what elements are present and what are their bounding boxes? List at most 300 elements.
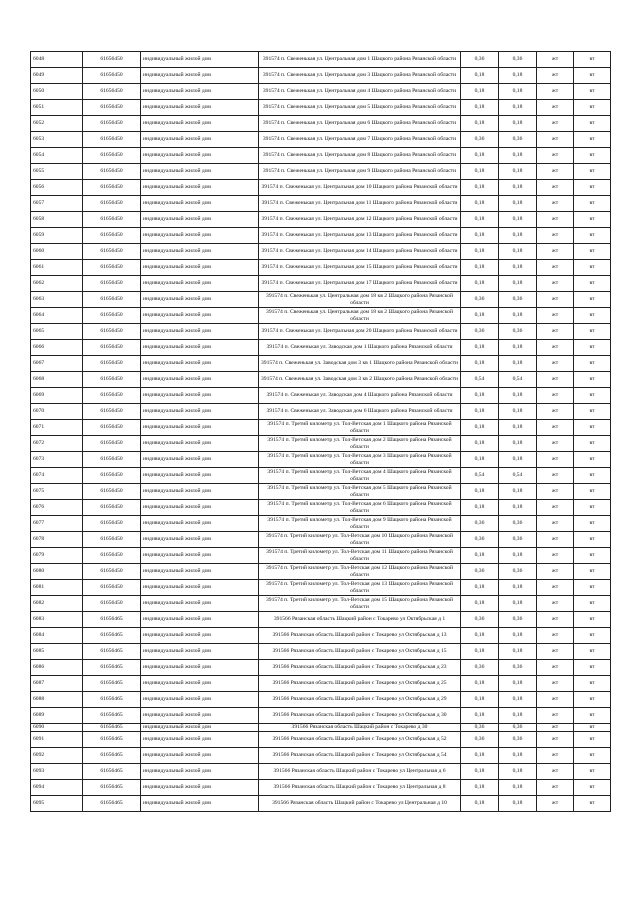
cell-code-1: жт xyxy=(537,196,574,212)
cell-code-2: вт xyxy=(574,52,611,68)
cell-number: 6048 xyxy=(31,52,83,68)
cell-number: 6064 xyxy=(31,308,83,324)
cell-code: 61656450 xyxy=(83,324,141,340)
cell-object-type: индивидуальный жилой дом xyxy=(141,372,259,388)
cell-value-1: 0,18 xyxy=(461,436,499,452)
cell-code-1: жт xyxy=(537,132,574,148)
table-row xyxy=(31,660,611,676)
cell-code: 61656450 xyxy=(83,340,141,356)
cell-object-type: индивидуальный жилой дом xyxy=(141,764,259,780)
cell-code: 61656450 xyxy=(83,388,141,404)
cell-value-1: 0,36 xyxy=(461,732,499,748)
cell-value-1: 0,36 xyxy=(461,132,499,148)
cell-number: 6056 xyxy=(31,180,83,196)
cell-address: 391574 п. Третий километр ул. Тол-Ветская дом 10 Шацкого района Рязанской области xyxy=(259,532,461,548)
cell-number: 6082 xyxy=(31,596,83,612)
cell-address: 391574 п. Третий километр ул. Тол-Ветская дом 13 Шацкого района Рязанской области xyxy=(259,580,461,596)
cell-code-1: жт xyxy=(537,724,574,732)
cell-code: 61656450 xyxy=(83,356,141,372)
cell-value-2: 0,18 xyxy=(499,644,537,660)
cell-object-type: индивидуальный жилой дом xyxy=(141,292,259,308)
cell-code-2: вт xyxy=(574,748,611,764)
cell-number: 6084 xyxy=(31,628,83,644)
table-row xyxy=(31,548,611,564)
cell-object-type: индивидуальный жилой дом xyxy=(141,52,259,68)
cell-value-2: 0,54 xyxy=(499,468,537,484)
cell-address: 391574 п. Третий километр ул. Тол-Ветская дом 4 Шацкого района Рязанской области xyxy=(259,468,461,484)
cell-value-2: 0,18 xyxy=(499,196,537,212)
cell-code-1: жт xyxy=(537,228,574,244)
cell-object-type: индивидуальный жилой дом xyxy=(141,644,259,660)
cell-code: 61656450 xyxy=(83,100,141,116)
table-row xyxy=(31,468,611,484)
table-row xyxy=(31,708,611,724)
cell-code-1: жт xyxy=(537,180,574,196)
cell-value-1: 0,18 xyxy=(461,748,499,764)
cell-object-type: индивидуальный жилой дом xyxy=(141,196,259,212)
cell-address: 391574 п. Свеженькая ул. Центральная дом 12 Шацкого района Рязанской области xyxy=(259,212,461,228)
table-row xyxy=(31,692,611,708)
cell-object-type: индивидуальный жилой дом xyxy=(141,660,259,676)
cell-value-1: 0,36 xyxy=(461,564,499,580)
table-row xyxy=(31,356,611,372)
cell-value-2: 0,18 xyxy=(499,164,537,180)
cell-object-type: индивидуальный жилой дом xyxy=(141,796,259,812)
cell-address: 391574 п. Свеженькая ул. Центральная дом 8 Шацкого района Рязанской области xyxy=(259,148,461,164)
cell-address: 391574 п. Свеженькая ул. Заводская дом 6 Шацкого района Рязанской области xyxy=(259,404,461,420)
cell-code: 61656465 xyxy=(83,748,141,764)
cell-value-1: 0,18 xyxy=(461,196,499,212)
cell-value-2: 0,54 xyxy=(499,372,537,388)
cell-code-1: жт xyxy=(537,436,574,452)
cell-number: 6095 xyxy=(31,796,83,812)
cell-object-type: индивидуальный жилой дом xyxy=(141,780,259,796)
cell-code-2: вт xyxy=(574,732,611,748)
cell-code: 61656450 xyxy=(83,196,141,212)
cell-object-type: индивидуальный жилой дом xyxy=(141,596,259,612)
cell-code-2: вт xyxy=(574,564,611,580)
cell-value-2: 0,18 xyxy=(499,420,537,436)
cell-value-2: 0,36 xyxy=(499,532,537,548)
table-row xyxy=(31,628,611,644)
cell-code-1: жт xyxy=(537,708,574,724)
table-row xyxy=(31,388,611,404)
cell-code-2: вт xyxy=(574,228,611,244)
cell-value-2: 0,18 xyxy=(499,180,537,196)
cell-code-1: жт xyxy=(537,660,574,676)
cell-code-1: жт xyxy=(537,500,574,516)
table-row xyxy=(31,564,611,580)
cell-object-type: индивидуальный жилой дом xyxy=(141,276,259,292)
cell-object-type: индивидуальный жилой дом xyxy=(141,724,259,732)
cell-address: 391574 п. Свеженькая ул. Центральная дом 7 Шацкого района Рязанской области xyxy=(259,132,461,148)
table-row xyxy=(31,68,611,84)
cell-object-type: индивидуальный жилой дом xyxy=(141,748,259,764)
cell-code-2: вт xyxy=(574,68,611,84)
cell-value-1: 0,18 xyxy=(461,212,499,228)
cell-number: 6083 xyxy=(31,612,83,628)
cell-code: 61656450 xyxy=(83,116,141,132)
cell-code-1: жт xyxy=(537,212,574,228)
cell-value-1: 0,18 xyxy=(461,692,499,708)
cell-code-1: жт xyxy=(537,404,574,420)
cell-number: 6057 xyxy=(31,196,83,212)
cell-address: 391574 п. Свеженькая ул. Центральная дом 5 Шацкого района Рязанской области xyxy=(259,100,461,116)
cell-value-2: 0,18 xyxy=(499,452,537,468)
cell-value-2: 0,36 xyxy=(499,132,537,148)
cell-code-1: жт xyxy=(537,564,574,580)
cell-code-2: вт xyxy=(574,780,611,796)
table-row xyxy=(31,404,611,420)
cell-value-2: 0,36 xyxy=(499,612,537,628)
cell-number: 6072 xyxy=(31,436,83,452)
cell-code-1: жт xyxy=(537,452,574,468)
cell-number: 6085 xyxy=(31,644,83,660)
cell-object-type: индивидуальный жилой дом xyxy=(141,84,259,100)
cell-object-type: индивидуальный жилой дом xyxy=(141,532,259,548)
document-page xyxy=(30,51,610,812)
cell-object-type: индивидуальный жилой дом xyxy=(141,692,259,708)
table-row xyxy=(31,228,611,244)
cell-code-1: жт xyxy=(537,340,574,356)
cell-value-1: 0,18 xyxy=(461,116,499,132)
cell-object-type: индивидуальный жилой дом xyxy=(141,516,259,532)
cell-number: 6068 xyxy=(31,372,83,388)
cell-number: 6092 xyxy=(31,748,83,764)
cell-object-type: индивидуальный жилой дом xyxy=(141,212,259,228)
cell-code-1: жт xyxy=(537,388,574,404)
cell-code-1: жт xyxy=(537,516,574,532)
cell-value-1: 0,18 xyxy=(461,596,499,612)
cell-value-1: 0,18 xyxy=(461,180,499,196)
cell-value-1: 0,18 xyxy=(461,100,499,116)
cell-code-1: жт xyxy=(537,532,574,548)
cell-address: 391566 Рязанская область Шацкий район с Токарево ул Октябрьская д 13 xyxy=(259,628,461,644)
cell-code-2: вт xyxy=(574,516,611,532)
cell-address: 391574 п. Третий километр ул. Тол-Ветская дом 11 Шацкого района Рязанской области xyxy=(259,548,461,564)
cell-address: 391574 п. Третий километр ул. Тол-Ветская дом 9 Шацкого района Рязанской области xyxy=(259,516,461,532)
cell-value-2: 0,18 xyxy=(499,84,537,100)
cell-object-type: индивидуальный жилой дом xyxy=(141,732,259,748)
table-row xyxy=(31,780,611,796)
cell-code: 61656450 xyxy=(83,228,141,244)
cell-value-1: 0,36 xyxy=(461,532,499,548)
cell-number: 6063 xyxy=(31,292,83,308)
cell-value-1: 0,18 xyxy=(461,548,499,564)
cell-code: 61656450 xyxy=(83,500,141,516)
cell-object-type: индивидуальный жилой дом xyxy=(141,420,259,436)
cell-value-2: 0,36 xyxy=(499,516,537,532)
cell-code: 61656450 xyxy=(83,404,141,420)
cell-address: 391566 Рязанская область Шацкий район с Токарево ул Октябрьская д 23 xyxy=(259,660,461,676)
cell-value-1: 0,18 xyxy=(461,644,499,660)
cell-number: 6062 xyxy=(31,276,83,292)
cell-code-2: вт xyxy=(574,580,611,596)
cell-code-1: жт xyxy=(537,372,574,388)
cell-code: 61656465 xyxy=(83,628,141,644)
cell-code: 61656450 xyxy=(83,596,141,612)
cell-value-2: 0,18 xyxy=(499,764,537,780)
cell-address: 391574 п. Третий километр ул. Тол-Ветская дом 6 Шацкого района Рязанской области xyxy=(259,500,461,516)
cell-code: 61656450 xyxy=(83,180,141,196)
cell-code: 61656450 xyxy=(83,244,141,260)
cell-code-2: вт xyxy=(574,388,611,404)
cell-address: 391574 п. Свеженькая ул. Центральная дом 18 кв 2 Шацкого района Рязанской области xyxy=(259,308,461,324)
cell-value-2: 0,18 xyxy=(499,68,537,84)
cell-address: 391574 п. Свеженькая ул. Центральная дом 14 Шацкого района Рязанской области xyxy=(259,244,461,260)
cell-value-1: 0,18 xyxy=(461,404,499,420)
cell-number: 6079 xyxy=(31,548,83,564)
cell-number: 6050 xyxy=(31,84,83,100)
cell-code: 61656450 xyxy=(83,84,141,100)
cell-code-1: жт xyxy=(537,764,574,780)
cell-value-2: 0,36 xyxy=(499,724,537,732)
cell-address: 391574 п. Свеженькая ул. Центральная дом 18 кв 2 Шацкого района Рязанской области xyxy=(259,292,461,308)
cell-value-2: 0,18 xyxy=(499,708,537,724)
cell-value-1: 0,36 xyxy=(461,516,499,532)
cell-value-2: 0,18 xyxy=(499,628,537,644)
cell-address: 391574 п. Третий километр ул. Тол-Ветская дом 12 Шацкого района Рязанской области xyxy=(259,564,461,580)
cell-value-1: 0,18 xyxy=(461,580,499,596)
cell-object-type: индивидуальный жилой дом xyxy=(141,676,259,692)
table-row xyxy=(31,244,611,260)
cell-number: 6078 xyxy=(31,532,83,548)
cell-code-1: жт xyxy=(537,580,574,596)
cell-value-2: 0,18 xyxy=(499,148,537,164)
cell-number: 6093 xyxy=(31,764,83,780)
table-row xyxy=(31,116,611,132)
cell-address: 391566 Рязанская область Шацкий район с Токарево д 30 xyxy=(259,724,461,732)
cell-object-type: индивидуальный жилой дом xyxy=(141,548,259,564)
table-row xyxy=(31,324,611,340)
table-row xyxy=(31,340,611,356)
cell-number: 6049 xyxy=(31,68,83,84)
cell-object-type: индивидуальный жилой дом xyxy=(141,484,259,500)
cell-value-2: 0,36 xyxy=(499,292,537,308)
table-row xyxy=(31,612,611,628)
cell-code-2: вт xyxy=(574,148,611,164)
cell-code-1: жт xyxy=(537,676,574,692)
table-row xyxy=(31,500,611,516)
cell-object-type: индивидуальный жилой дом xyxy=(141,452,259,468)
cell-number: 6080 xyxy=(31,564,83,580)
cell-code-2: вт xyxy=(574,116,611,132)
cell-object-type: индивидуальный жилой дом xyxy=(141,404,259,420)
cell-value-1: 0,18 xyxy=(461,164,499,180)
cell-address: 391574 п. Третий километр ул. Тол-Ветская дом 5 Шацкого района Рязанской области xyxy=(259,484,461,500)
cell-code-1: жт xyxy=(537,276,574,292)
cell-code: 61656450 xyxy=(83,420,141,436)
table-row xyxy=(31,196,611,212)
cell-code-1: жт xyxy=(537,324,574,340)
cell-value-1: 0,18 xyxy=(461,780,499,796)
cell-code-2: вт xyxy=(574,340,611,356)
table-row xyxy=(31,484,611,500)
cell-code-2: вт xyxy=(574,356,611,372)
cell-code-2: вт xyxy=(574,308,611,324)
cell-value-2: 0,18 xyxy=(499,580,537,596)
cell-value-2: 0,18 xyxy=(499,244,537,260)
cell-value-1: 0,36 xyxy=(461,724,499,732)
cell-value-2: 0,18 xyxy=(499,596,537,612)
table-row xyxy=(31,724,611,732)
cell-value-1: 0,18 xyxy=(461,308,499,324)
cell-value-1: 0,18 xyxy=(461,84,499,100)
cell-code: 61656465 xyxy=(83,724,141,732)
cell-value-2: 0,18 xyxy=(499,748,537,764)
cell-code: 61656450 xyxy=(83,276,141,292)
cell-object-type: индивидуальный жилой дом xyxy=(141,132,259,148)
cell-object-type: индивидуальный жилой дом xyxy=(141,308,259,324)
cell-code-2: вт xyxy=(574,420,611,436)
cell-object-type: индивидуальный жилой дом xyxy=(141,100,259,116)
cell-code-2: вт xyxy=(574,796,611,812)
cell-code-1: жт xyxy=(537,780,574,796)
cell-code: 61656450 xyxy=(83,148,141,164)
cell-value-1: 0,18 xyxy=(461,356,499,372)
cell-code: 61656450 xyxy=(83,484,141,500)
cell-value-1: 0,18 xyxy=(461,764,499,780)
cell-value-2: 0,18 xyxy=(499,436,537,452)
cell-value-1: 0,18 xyxy=(461,68,499,84)
cell-number: 6051 xyxy=(31,100,83,116)
cell-code-1: жт xyxy=(537,164,574,180)
cell-number: 6055 xyxy=(31,164,83,180)
cell-code-1: жт xyxy=(537,100,574,116)
cell-address: 391574 п. Свеженькая ул. Центральная дом 4 Шацкого района Рязанской области xyxy=(259,84,461,100)
cell-number: 6090 xyxy=(31,724,83,732)
cell-address: 391566 Рязанская область Шацкий район с Токарево ул Центральная д 6 xyxy=(259,764,461,780)
cell-object-type: индивидуальный жилой дом xyxy=(141,500,259,516)
cell-code-1: жт xyxy=(537,420,574,436)
cell-number: 6060 xyxy=(31,244,83,260)
cell-number: 6053 xyxy=(31,132,83,148)
cell-object-type: индивидуальный жилой дом xyxy=(141,180,259,196)
cell-value-1: 0,18 xyxy=(461,708,499,724)
table-row xyxy=(31,532,611,548)
cell-value-1: 0,18 xyxy=(461,484,499,500)
cell-object-type: индивидуальный жилой дом xyxy=(141,628,259,644)
table-row xyxy=(31,764,611,780)
cell-object-type: индивидуальный жилой дом xyxy=(141,708,259,724)
cell-code-2: вт xyxy=(574,452,611,468)
cell-value-1: 0,54 xyxy=(461,468,499,484)
cell-address: 391574 п. Третий километр ул. Тол-Ветская дом 3 Шацкого района Рязанской области xyxy=(259,452,461,468)
cell-code: 61656465 xyxy=(83,692,141,708)
cell-code-2: вт xyxy=(574,764,611,780)
cell-code-2: вт xyxy=(574,84,611,100)
cell-value-1: 0,18 xyxy=(461,276,499,292)
cell-code-1: жт xyxy=(537,292,574,308)
cell-object-type: индивидуальный жилой дом xyxy=(141,612,259,628)
cell-number: 6058 xyxy=(31,212,83,228)
cell-address: 391574 п. Свеженькая ул. Центральная дом 17 Шацкого района Рязанской области xyxy=(259,276,461,292)
cell-value-1: 0,36 xyxy=(461,612,499,628)
cell-code: 61656465 xyxy=(83,796,141,812)
cell-code-2: вт xyxy=(574,596,611,612)
cell-object-type: индивидуальный жилой дом xyxy=(141,564,259,580)
cell-value-2: 0,18 xyxy=(499,116,537,132)
cell-object-type: индивидуальный жилой дом xyxy=(141,228,259,244)
cell-object-type: индивидуальный жилой дом xyxy=(141,260,259,276)
cell-address: 391574 п. Третий километр ул. Тол-Ветская дом 2 Шацкого района Рязанской области xyxy=(259,436,461,452)
cell-code: 61656450 xyxy=(83,52,141,68)
cell-code-2: вт xyxy=(574,180,611,196)
cell-code: 61656450 xyxy=(83,468,141,484)
cell-object-type: индивидуальный жилой дом xyxy=(141,324,259,340)
cell-code: 61656450 xyxy=(83,308,141,324)
cell-code: 61656450 xyxy=(83,532,141,548)
cell-number: 6088 xyxy=(31,692,83,708)
cell-value-1: 0,18 xyxy=(461,388,499,404)
cell-address: 391566 Рязанская область Шацкий район с Токарево ул Октябрьская д 15 xyxy=(259,644,461,660)
cell-value-2: 0,18 xyxy=(499,356,537,372)
cell-code: 61656450 xyxy=(83,292,141,308)
cell-value-2: 0,18 xyxy=(499,484,537,500)
table-row xyxy=(31,292,611,308)
cell-value-1: 0,18 xyxy=(461,148,499,164)
cell-value-2: 0,18 xyxy=(499,500,537,516)
table-row xyxy=(31,180,611,196)
cell-code: 61656465 xyxy=(83,644,141,660)
cell-address: 391574 п. Третий километр ул. Тол-Ветская дом 1 Шацкого района Рязанской области xyxy=(259,420,461,436)
cell-number: 6052 xyxy=(31,116,83,132)
cell-value-1: 0,18 xyxy=(461,500,499,516)
cell-code: 61656465 xyxy=(83,708,141,724)
cell-code-2: вт xyxy=(574,500,611,516)
cell-address: 391566 Рязанская область Шацкий район с Токарево ул Центральная д 10 xyxy=(259,796,461,812)
cell-code-2: вт xyxy=(574,676,611,692)
cell-code-2: вт xyxy=(574,292,611,308)
cell-address: 391566 Рязанская область Шацкий район с Токарево ул Октябрьская д 29 xyxy=(259,692,461,708)
cell-number: 6094 xyxy=(31,780,83,796)
cell-address: 391574 п. Свеженькая ул. Заводская дом 3 кв 2 Шацкого района Рязанской области xyxy=(259,372,461,388)
cell-number: 6066 xyxy=(31,340,83,356)
cell-number: 6081 xyxy=(31,580,83,596)
cell-number: 6073 xyxy=(31,452,83,468)
table-row xyxy=(31,372,611,388)
cell-code: 61656450 xyxy=(83,580,141,596)
cell-value-2: 0,18 xyxy=(499,796,537,812)
cell-code-2: вт xyxy=(574,692,611,708)
cell-code-2: вт xyxy=(574,324,611,340)
cell-code-1: жт xyxy=(537,612,574,628)
cell-value-1: 0,18 xyxy=(461,796,499,812)
cell-code-1: жт xyxy=(537,244,574,260)
cell-code-1: жт xyxy=(537,796,574,812)
cell-code-2: вт xyxy=(574,644,611,660)
cell-object-type: индивидуальный жилой дом xyxy=(141,148,259,164)
cell-code-1: жт xyxy=(537,84,574,100)
cell-value-1: 0,18 xyxy=(461,260,499,276)
cell-address: 391566 Рязанская область Шацкий район с Токарево ул Октябрьская д 1 xyxy=(259,612,461,628)
cell-number: 6070 xyxy=(31,404,83,420)
cell-value-2: 0,36 xyxy=(499,564,537,580)
table-body xyxy=(31,52,611,812)
cell-address: 391566 Рязанская область Шацкий район с Токарево ул Октябрьская д 54 xyxy=(259,748,461,764)
cell-code: 61656450 xyxy=(83,516,141,532)
cell-address: 391574 п. Свеженькая ул. Заводская дом 3 кв 1 Шацкого района Рязанской области xyxy=(259,356,461,372)
table-row xyxy=(31,596,611,612)
cell-number: 6076 xyxy=(31,500,83,516)
table-row xyxy=(31,516,611,532)
cell-code-1: жт xyxy=(537,484,574,500)
cell-code: 61656465 xyxy=(83,780,141,796)
cell-code-1: жт xyxy=(537,628,574,644)
cell-code: 61656465 xyxy=(83,612,141,628)
cell-number: 6061 xyxy=(31,260,83,276)
cell-address: 391574 п. Свеженькая ул. Центральная дом 11 Шацкого района Рязанской области xyxy=(259,196,461,212)
